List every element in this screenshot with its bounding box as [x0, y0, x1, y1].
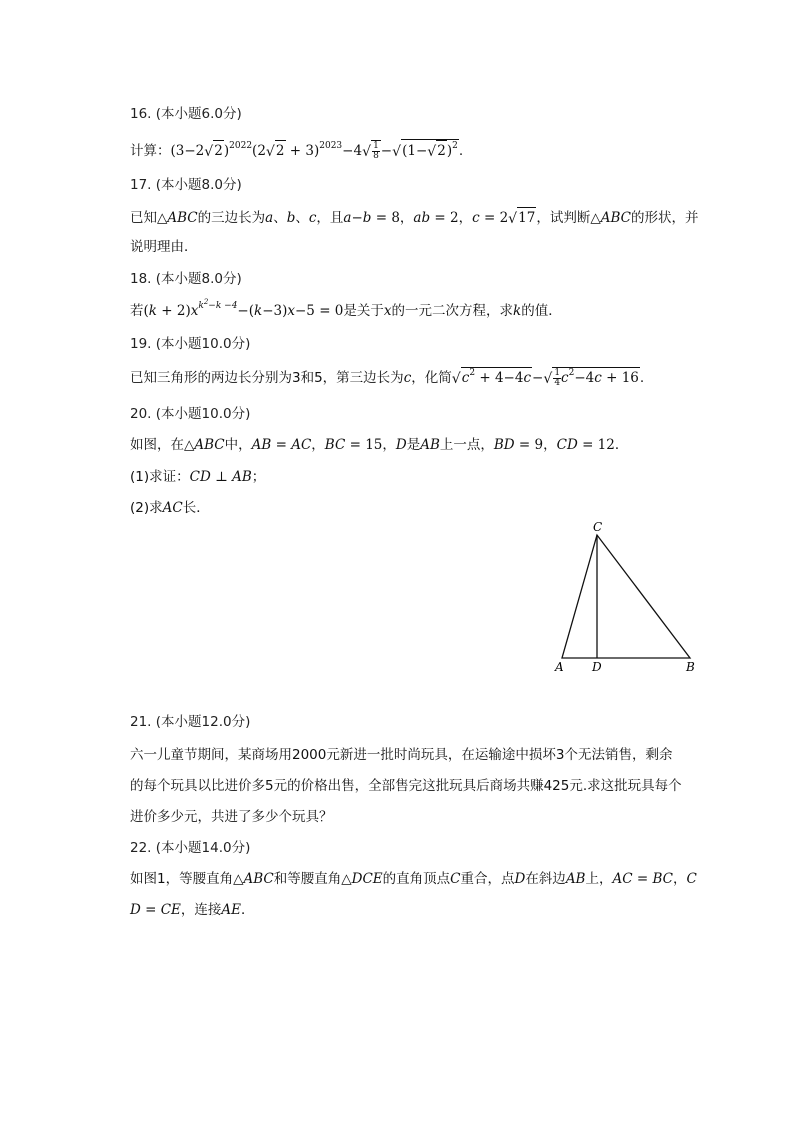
q22-text: 重合，点 [460, 871, 515, 887]
q19-text: ，化简 [411, 370, 452, 386]
q18-text: 的一元二次方程，求 [391, 303, 514, 319]
q17-text: 已知 [130, 210, 157, 226]
q16-header: 16. (本小题6.0分) [130, 106, 242, 122]
q16-body: 计算：(3−2 √ 2)$^{2022}$(2 √ 2 + 3)$^{2023}$−4 √ $\frac{1}{8}$ − √ (1− √ 2)$^2$. [130, 141, 464, 161]
label-c: C [593, 520, 603, 534]
q22-header: 22. (本小题14.0分) [130, 840, 251, 856]
q21-line1: 六一儿童节期间，某商场用2000元新进一批时尚玩具，在运输途中损坏3个无法销售，剩余 [130, 747, 673, 763]
q18-text: 的值． [521, 303, 562, 319]
q19-body: 已知三角形的两边长分别为3和5，第三边长为c，化简 √ $c^2 + 4-4c-$ √ $\frac{1}{4}$ $c^2-4c + 16$. [130, 368, 645, 388]
q17-text: ，试判断 [536, 210, 591, 226]
q20-intro: 如图，在△ABC中，AB = AC，BC = 15，D是AB上一点，BD = 9，CD = 12． [130, 437, 629, 453]
q21-line3: 进价多少元，共进了多少个玩具？ [130, 809, 333, 825]
q22-text: 上， [585, 871, 613, 887]
q18-body: 若$(k + 2)x^{k^2-k -4}-(k-3)x-5 = 0$是关于x的一元二次方程，求k的值． [130, 298, 562, 319]
q20-text: (2)求 [130, 500, 163, 516]
q20-part1: (1)求证：CD ⊥ AB； [130, 469, 266, 485]
label-b: B [686, 660, 695, 674]
q16-prefix: 计算： [130, 143, 171, 159]
label-d: D [592, 660, 602, 674]
q22-line1: 如图1，等腰直角△ABC和等腰直角△DCE的直角顶点C重合，点D在斜边AB上，AC = BC，C [130, 871, 697, 887]
triangle-figure [545, 515, 705, 680]
q16-end: . [458, 143, 464, 159]
q17-line1: 已知△ABC的三边长为a、b、c，且a−b = 8，ab = 2，c = 2 √ 17，试判断△ABC的形状，并 [130, 207, 699, 228]
q19-text: 已知三角形的两边长分别为3和5，第三边长为 [130, 370, 404, 386]
triangle-abc [562, 535, 690, 658]
q22-text: 和等腰直角 [273, 871, 342, 887]
q22-text: 如图1，等腰直角 [130, 871, 234, 887]
q17-text: ，且 [316, 210, 344, 226]
q17-line2: 说明理由． [130, 239, 198, 255]
q22-line2: D = CE，连接AE． [130, 902, 255, 918]
q21-header: 21. (本小题12.0分) [130, 714, 251, 730]
q22-text: ． [241, 902, 255, 918]
q20-text: 是 [406, 437, 421, 453]
q20-text: 如图，在 [130, 437, 184, 453]
q20-text: 上一点， [439, 437, 494, 453]
q18-text: 若 [130, 303, 144, 319]
q21-line2: 的每个玩具以比进价多5元的价格出售，全部售完这批玩具后商场共赚425元.求这批玩具每个 [130, 778, 682, 794]
q20-header: 20. (本小题10.0分) [130, 406, 251, 422]
q18-text: 是关于 [343, 303, 384, 319]
q20-text: (1)求证： [130, 469, 190, 485]
q17-header: 17. (本小题8.0分) [130, 177, 242, 193]
q22-text: 的直角顶点 [382, 871, 451, 887]
label-a: A [555, 660, 564, 674]
q17-text: 的三边长为 [197, 210, 266, 226]
q22-text: 在斜边 [525, 871, 566, 887]
q17-text: 的形状，并 [631, 210, 699, 226]
q19-end: . [639, 370, 645, 386]
q18-header: 18. (本小题8.0分) [130, 271, 242, 287]
q20-part2: (2)求AC长． [130, 500, 210, 516]
q22-text: ，连接 [180, 902, 222, 918]
q20-text: 长． [182, 500, 210, 516]
q19-header: 19. (本小题10.0分) [130, 336, 251, 352]
q20-text: 中， [224, 437, 252, 453]
